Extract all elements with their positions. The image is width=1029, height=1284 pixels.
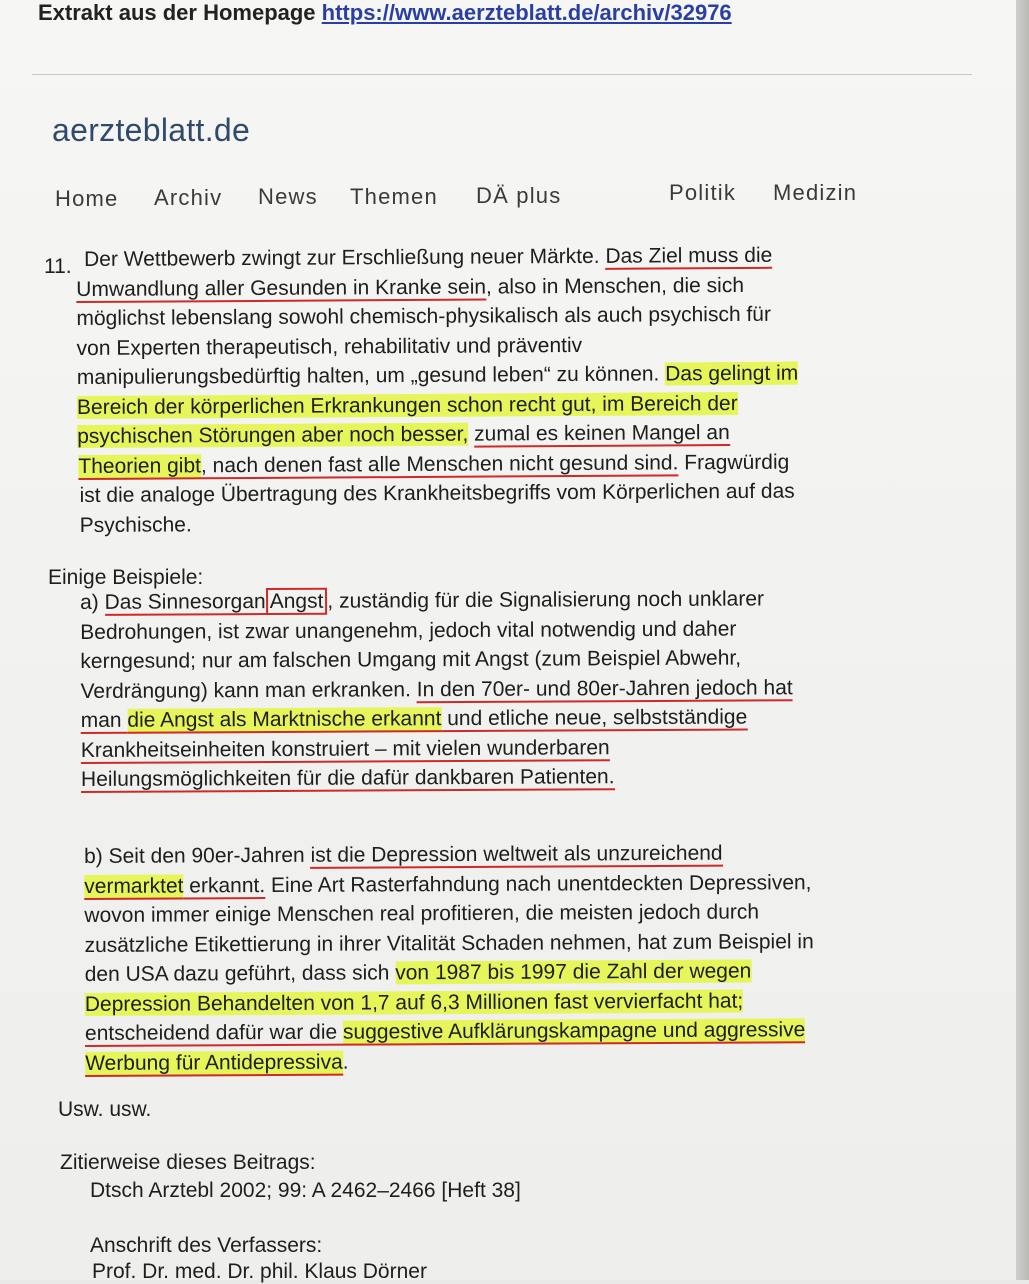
etc-text: Usw. usw. <box>58 1098 152 1121</box>
nav-item-politik[interactable]: Politik <box>669 180 737 205</box>
source-url-link[interactable]: https://www.aerzteblatt.de/archiv/32976 <box>321 0 732 25</box>
text-line: den USA dazu geführt, dass sich von 1987 bis 1997 die Zahl der wegen <box>84 959 752 986</box>
text-line: b) Seit den 90er-Jahren ist die Depression weltweit als unzureichend <box>84 841 723 868</box>
text-line <box>85 986 814 1019</box>
highlighted-text: vermarktet <box>84 873 184 898</box>
example-a <box>80 584 793 794</box>
text-line: Bedrohungen, ist zwar unangenehm, jedoch vital notwendig und daher <box>80 617 737 644</box>
header-divider <box>32 74 972 75</box>
highlighted-text: Bereich der körperlichen Erkrankungen schon recht gut, im Bereich der <box>76 391 738 419</box>
underlined-text: ist die Depression weltweit als unzureichend <box>310 841 723 867</box>
author-name: Prof. Dr. med. Dr. phil. Klaus Dörner <box>92 1260 427 1283</box>
paragraph-11 <box>76 241 799 540</box>
text-line: entscheidend dafür war die suggestive Aufklärungskampagne und aggressive <box>84 1018 806 1045</box>
highlighted-text: suggestive Aufklärungskampagne und aggressive <box>342 1018 806 1044</box>
text-line: Psychische. <box>79 512 192 537</box>
examples-heading: Einige Beispiele: <box>48 566 204 589</box>
text-line: zusätzliche Etikettierung in ihrer Vitalität Schaden nehmen, hat zum Beispiel in <box>84 929 814 957</box>
text-line: vermarktet erkannt. Eine Art Rasterfahndung nach unentdeckten Depressiven, <box>84 870 812 898</box>
text-line: wovon immer einige Menschen real profitieren, die meisten jedoch durch <box>84 900 760 927</box>
text-line: Der Wettbewerb zwingt zur Erschließung neuer Märkte. Das Ziel muss die <box>84 243 773 271</box>
underlined-text: Das Ziel muss die <box>605 243 773 268</box>
nav-item-dae-plus[interactable]: DÄ plus <box>476 183 562 208</box>
text-line: Theorien gibt, nach denen fast alle Menschen nicht gesund sind. Fragwürdig <box>78 450 790 478</box>
underlined-text: , nach denen fast alle Menschen nicht gesund sind. <box>200 450 679 477</box>
nav-item-home[interactable]: Home <box>55 186 119 211</box>
example-b <box>84 838 814 1078</box>
text-line: ist die analoge Übertragung des Krankheitsbegriffs vom Körperlichen auf das <box>79 479 795 508</box>
text-line: Werbung für Antidepressiva. <box>85 1050 349 1075</box>
nav-item-news[interactable]: News <box>258 184 318 209</box>
text-line: von Experten therapeutisch, rehabilitativ und präventiv <box>76 333 583 360</box>
text-line <box>81 732 793 765</box>
citation-label: Zitierweise dieses Beitrags: <box>60 1151 316 1174</box>
text-line <box>77 418 799 452</box>
site-logo: aerzteblatt.de <box>52 112 251 148</box>
underlined-text: zumal es keinen Mangel an <box>474 421 730 446</box>
item-number: 11. <box>44 255 72 278</box>
text-line: Verdrängung) kann man erkranken. In den 70er- und 80er-Jahren jedoch hat <box>80 675 793 703</box>
highlighted-text: die Angst als Marktnische erkannt <box>127 707 442 732</box>
underlined-text: Das Sinnesorgan <box>104 590 266 614</box>
citation-reference: Dtsch Arztebl 2002; 99: A 2462–2466 [Heft 38] <box>90 1179 521 1202</box>
text-line <box>77 388 799 422</box>
highlighted-text: Depression Behandelten von 1,7 auf 6,3 Millionen fast vervierfacht hat; <box>84 989 744 1016</box>
underlined-text: Krankheitseinheiten konstruiert – mit vielen wunderbaren <box>80 735 610 762</box>
underlined-text: Heilungsmöglichkeiten für die dafür dankbaren Patienten. <box>80 765 615 791</box>
text-line: manipulierungsbedürftig halten, um „gesund leben“ zu können. Das gelingt im <box>76 361 799 390</box>
text-line: a) Das Sinnesorgan Angst , zuständig für die Signalisierung noch unklarer <box>80 587 765 614</box>
text-line <box>81 761 793 794</box>
underlined-text: Umwandlung aller Gesunden in Kranke sein <box>76 275 487 301</box>
text-line: man die Angst als Marktnische erkannt und etliche neue, selbstständige <box>80 705 748 732</box>
text-line: Umwandlung aller Gesunden in Kranke sein, also in Menschen, die sich <box>76 273 745 301</box>
page-edge <box>1016 0 1029 1280</box>
highlighted-text: von 1987 bis 1997 die Zahl der wegen <box>395 959 752 985</box>
boxed-word: Angst <box>266 588 328 615</box>
highlighted-text: psychischen Störungen aber noch besser, <box>77 422 469 449</box>
nav-item-medizin[interactable]: Medizin <box>773 180 858 205</box>
text-line: kerngesund; nur am falschen Umgang mit Angst (zum Beispiel Abwehr, <box>80 646 742 673</box>
highlighted-text: Werbung für Antidepressiva <box>85 1050 343 1075</box>
header-prefix: Extrakt aus der Homepage <box>38 0 316 25</box>
highlighted-text: Das gelingt im <box>665 361 799 386</box>
highlighted-text: Theorien gibt <box>78 453 201 478</box>
document-header <box>38 0 732 26</box>
address-label: Anschrift des Verfassers: <box>90 1234 323 1257</box>
text-line: möglichst lebenslang sowohl chemisch-physikalisch als auch psychisch für <box>76 302 772 331</box>
nav-item-themen[interactable]: Themen <box>350 184 438 209</box>
nav-item-archiv[interactable]: Archiv <box>154 185 223 210</box>
underlined-text: In den 70er- und 80er-Jahren jedoch hat <box>416 675 793 701</box>
site-nav <box>0 182 1016 212</box>
